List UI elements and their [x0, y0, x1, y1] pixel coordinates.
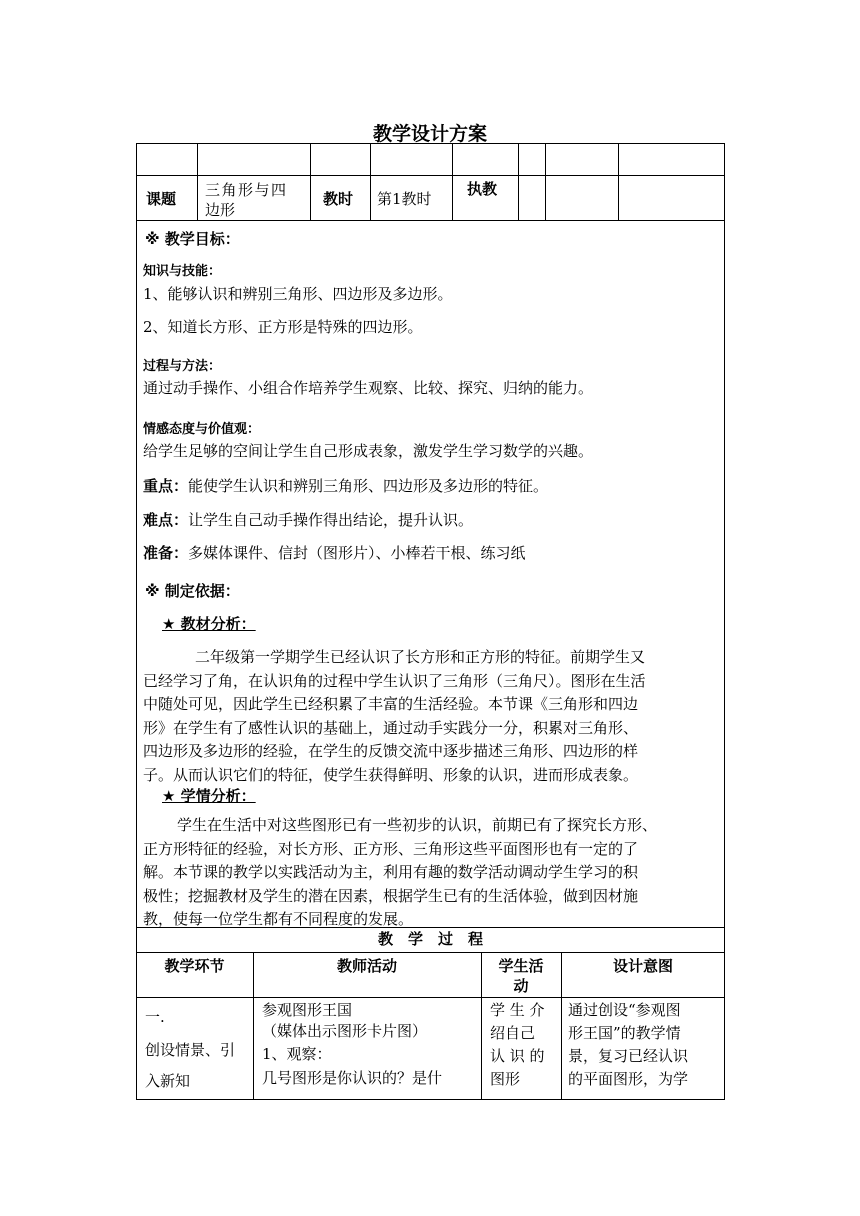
emotion-text: 给学生足够的空间让学生自己形成表象，激发学生学习数学的兴趣。 — [143, 442, 594, 460]
preparation-text: 多媒体课件、信封（图形片）、小棒若干根、练习纸 — [188, 544, 526, 562]
difficulty-line — [143, 510, 473, 530]
student-analysis-heading: ★ 学情分析： — [162, 787, 256, 805]
document-title: 教学设计方案 — [372, 123, 487, 145]
paragraph-line: 学生在生活中对这些图形已有一些初步的认识，前期已有了探究长方形、 — [177, 816, 658, 834]
objectives-heading: ※ 教学目标： — [145, 230, 240, 248]
process-method-text: 通过动手操作、小组合作培养学生观察、比较、探究、归纳的能力。 — [143, 379, 594, 397]
design-intent-line: 形王国”的教学情 — [568, 1024, 681, 1042]
col-header-stage: 教学环节 — [164, 957, 225, 975]
teacher-activity-line: （媒体出示图形卡片图） — [262, 1022, 428, 1040]
difficulty-text: 让学生自己动手操作得出结论，提升认识。 — [188, 511, 474, 529]
row-divider — [136, 220, 725, 221]
paragraph-line: 极性；挖掘教材及学生的潜在因素，根据学生已有的生活体验，做到因材施 — [143, 886, 639, 905]
column-divider — [197, 143, 198, 220]
emotion-label: 情感态度与价值观： — [143, 422, 261, 437]
student-activity-line: 认 识 的 — [490, 1047, 545, 1065]
basis-heading: ※ 制定依据： — [145, 582, 240, 600]
paragraph-line: 解。本节课的教学以实践活动为主，利用有趣的数学活动调动学生学习的积 — [143, 863, 639, 881]
stage-line: 创设情景、引 — [145, 1041, 236, 1059]
column-divider — [370, 143, 371, 220]
column-divider — [618, 143, 619, 220]
column-divider — [518, 143, 519, 220]
col-header-student-1: 学生活 — [498, 957, 544, 975]
col-header-teacher: 教师活动 — [336, 957, 397, 975]
topic-label: 课题 — [146, 190, 177, 208]
column-divider — [545, 143, 546, 220]
design-intent-line: 的平面图形，为学 — [568, 1070, 689, 1088]
hours-label: 教时 — [323, 190, 354, 208]
paragraph-line: 正方形特征的经验，对长方形、正方形、三角形这些平面图形也有一定的了 — [143, 839, 639, 858]
key-point-line — [143, 476, 548, 496]
row-divider — [136, 952, 725, 953]
textbook-analysis-paragraph — [143, 646, 714, 787]
paragraph-line: 教，使每一位学生都有不同程度的发展。 — [143, 910, 414, 928]
student-activity-line: 学 生 介 — [490, 1001, 545, 1019]
topic-value-line-2: 边形 — [205, 201, 236, 219]
key-point-text: 能使学生认识和辨别三角形、四边形及多边形的特征。 — [188, 477, 549, 495]
paragraph-line: 形》在学生有了感性认识的基础上，通过动手实践分一分，积累对三角形、 — [143, 718, 639, 737]
column-divider — [452, 143, 453, 220]
topic-value-line-1: 三角形与四 — [205, 181, 288, 199]
knowledge-label: 知识与技能： — [143, 264, 222, 279]
preparation-line — [143, 543, 526, 563]
paragraph-line: 已经学习了角，在认识角的过程中学生认识了三角形（三角尺）。图形在生活 — [143, 671, 646, 690]
row-divider — [136, 997, 725, 998]
paragraph-line: 子。从而认识它们的特征，使学生获得鲜明、形象的认识，进而形成表象。 — [143, 765, 639, 784]
teacher-activity-line: 1、观察： — [262, 1045, 332, 1063]
preparation-label: 准备： — [143, 544, 189, 562]
col-header-intent: 设计意图 — [612, 957, 673, 975]
teacher-activity-line: 参观图形王国 — [262, 1001, 353, 1019]
col-header-student-2: 动 — [513, 977, 529, 995]
hours-value: 第1教时 — [377, 190, 432, 208]
student-analysis-paragraph — [143, 814, 714, 932]
student-activity-line: 绍自己 — [490, 1024, 536, 1042]
paragraph-line: 四边形及多边形的经验，在学生的反馈交流中逐步描述三角形、四边形的样 — [143, 742, 639, 760]
row-divider — [136, 175, 725, 176]
knowledge-item-1: 1、能够认识和辨别三角形、四边形及多边形。 — [143, 285, 453, 303]
process-heading: 教 学 过 程 — [377, 930, 483, 948]
stage-line: 入新知 — [145, 1072, 191, 1090]
teacher-activity-line: 几号图形是你认识的？是什 — [262, 1069, 443, 1087]
textbook-analysis-heading: ★ 教材分析： — [162, 615, 256, 633]
design-intent-line: 景，复习已经认识 — [568, 1047, 689, 1065]
key-point-label: 重点： — [143, 477, 189, 495]
paragraph-line: 二年级第一学期学生已经认识了长方形和正方形的特征。前期学生又 — [195, 648, 646, 666]
stage-line: 一. — [145, 1008, 165, 1026]
student-activity-line: 图形 — [490, 1070, 521, 1088]
paragraph-line: 中随处可见，因此学生已经积累了丰富的生活经验。本节课《三角形和四边 — [143, 695, 639, 713]
difficulty-label: 难点： — [143, 511, 189, 529]
design-intent-line: 通过创设“参观图 — [568, 1001, 681, 1019]
column-divider — [310, 143, 311, 220]
knowledge-item-2: 2、知道长方形、正方形是特殊的四边形。 — [143, 318, 423, 336]
teacher-label: 执教 — [467, 180, 498, 198]
process-method-label: 过程与方法： — [143, 359, 222, 374]
